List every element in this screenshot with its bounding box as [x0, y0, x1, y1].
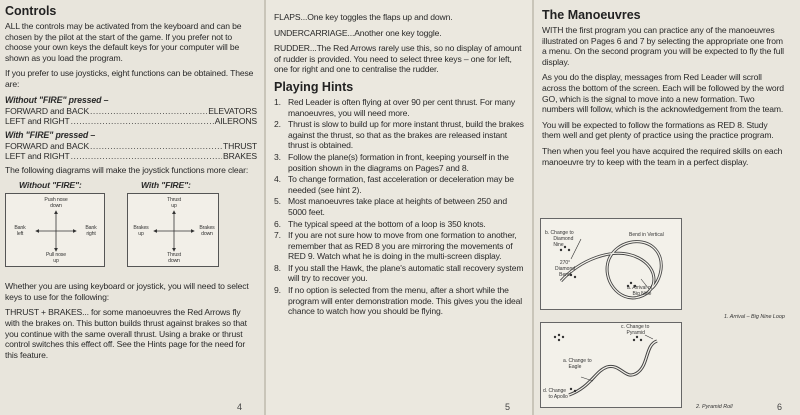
- with-fire-heading: With "FIRE" pressed –: [5, 129, 96, 140]
- fig1-label-bend-vertical: Bend in Vertical: [629, 232, 664, 238]
- manoeuvres-heading: The Manoeuvres: [542, 8, 641, 22]
- manoeuvres-intro: WITH the first program you can practice any of the manoeuvres illustrated on Pages 6 and 7 by selecting the appropriate one from a menu. On the second program you will be expected to fly the full display.: [542, 25, 784, 67]
- hint-item: [274, 263, 524, 284]
- hint-item: [274, 196, 524, 217]
- label-brakes-up: Brakes up: [133, 225, 149, 238]
- with-row-left-right: LEFT and RIGHT ..... BRAKES: [5, 151, 257, 162]
- hint-text: Follow the plane(s) formation in front, keeping yourself in the position shown in the diagrams on Pages7 and 8.: [288, 151, 509, 173]
- figure-big-nine-loop: [540, 218, 682, 310]
- hint-number: 9.: [274, 285, 281, 296]
- hint-text: Red Leader is often flying at over 90 per cent thrust. For many manoeuvres, you will need more.: [288, 96, 516, 118]
- hint-number: 6.: [274, 218, 281, 229]
- hint-text: Most manoeuvres take place at heights of between 250 and 5000 feet.: [288, 196, 508, 217]
- hint-text: If no option is selected from the menu, after a short while the program will enter demonstration mode. This gives you the ideal chance to watch how you should be flying.: [288, 285, 523, 317]
- fig2-label-apollo: d. Change to Apollo: [543, 388, 568, 400]
- without-row-left-right: LEFT and RIGHT ..... AILERONS: [5, 116, 257, 127]
- hint-item: [274, 174, 524, 195]
- page-5: [266, 0, 532, 415]
- hint-number: 2.: [274, 119, 281, 130]
- joystick-intro: If you prefer to use joysticks, eight functions can be obtained. These are:: [5, 68, 254, 89]
- fig1-label-diamond-nine: b. Change to Diamond Nine: [545, 230, 574, 248]
- undercarriage-text: UNDERCARRIAGE...Another one key toggle.: [274, 27, 442, 38]
- keys-intro: Whether you are using keyboard or joystick, you will need to select keys to use for the following:: [5, 281, 249, 302]
- playing-hints-heading: Playing Hints: [274, 79, 354, 94]
- hint-text: If you stall the Hawk, the plane's automatic stall recovery system will try to recover you.: [288, 262, 524, 284]
- hint-number: 3.: [274, 151, 281, 162]
- hint-text: Thrust is slow to build up for more instant thrust, build the brakes against the thrust, so that as the brakes are released instant thrust is obtained.: [288, 119, 524, 151]
- diagram-without-title: Without "FIRE":: [19, 179, 82, 190]
- red-leader-messages: As you do the display, messages from Red Leader will scroll across the bottom of the screen. Each will be followed by the word GO, which is the signal to move into a new formation. Two numbers will follow, which is the acknowledgement from the team.: [542, 72, 784, 115]
- figure-pyramid-roll: [540, 322, 682, 408]
- fig1-label-diamond-bend: 270° Diamond Bend: [555, 260, 576, 278]
- label-pull-nose-up: Pull nose up: [46, 252, 66, 265]
- label-bank-right: Bank right: [85, 225, 97, 238]
- fig2-caption: 2. Pyramid Roll: [696, 404, 733, 410]
- hint-text: To change formation, fast acceleration or deceleration may be needed (see hint 2).: [288, 174, 514, 195]
- hints-list: [274, 97, 524, 317]
- hint-number: 5.: [274, 196, 281, 207]
- label-thrust-down: Thrust down: [167, 252, 181, 265]
- controls-heading: Controls: [5, 4, 57, 18]
- hint-item: [274, 230, 524, 262]
- joystick-box-with: [127, 193, 219, 267]
- label-brakes-down: Brakes down: [199, 225, 215, 238]
- hint-text: The typical speed at the bottom of a loop is 350 knots.: [288, 218, 486, 229]
- follow-formations: You will be expected to follow the formations as RED 8. Study them well and get plenty of practice using the practice program.: [542, 119, 774, 141]
- hint-item: [274, 119, 524, 151]
- page-number-5: 5: [504, 402, 510, 412]
- page-6: [534, 0, 800, 415]
- diagram-intro: The following diagrams will make the joystick functions more clear:: [5, 164, 249, 175]
- hint-number: 8.: [274, 262, 281, 273]
- joystick-diagrams: [5, 180, 257, 268]
- fig2-label-eagle: a. Change to Eagle: [563, 358, 592, 370]
- perfect-display: Then when you feel you have acquired the required skills on each manoeuvre try to keep with the team in a perfect display.: [542, 145, 783, 167]
- diagram-with-fire: [127, 180, 219, 268]
- label-bank-left: Bank left: [14, 225, 26, 238]
- controls-intro: ALL the controls may be activated from the keyboard and can be chosen by the pilot at the start of the game. If you prefer not to choose your own keys the default keys for your computer will be shown as you load the program.: [5, 21, 242, 63]
- hint-number: 4.: [274, 174, 281, 185]
- without-row-forward-back: FORWARD and BACK ..... ELEVATORS: [5, 106, 257, 117]
- fig2-label-pyramid: c. Change to Pyramid: [621, 324, 650, 336]
- fig1-caption: 1. Arrival – Big Nine Loop: [724, 314, 785, 320]
- hint-item: [274, 152, 524, 173]
- page-number-4: 4: [236, 402, 242, 412]
- diagram-without-fire: [5, 180, 105, 268]
- label-thrust-up: Thrust up: [167, 197, 181, 210]
- diagram-with-title: With "FIRE":: [141, 179, 191, 190]
- page-4: [0, 0, 264, 415]
- fig1-label-arrival-big-nine: a. Arrival of Big Nine: [627, 285, 653, 297]
- flaps-text: FLAPS...One key toggles the flaps up and down.: [274, 12, 453, 22]
- rudder-text: RUDDER...The Red Arrows rarely use this, so no display of amount of rudder is provided. You need to select three keys – one for left, one for right and one to centralise the rudder.: [274, 43, 522, 75]
- hint-number: 1.: [274, 96, 281, 107]
- joystick-box-without: [5, 193, 105, 267]
- without-fire-table: [5, 106, 257, 127]
- hint-item: [274, 219, 524, 230]
- hint-number: 7.: [274, 230, 281, 241]
- hint-text: If you are not sure how to move from one formation to another, remember that as RED 8 you are mirroring the movements of RED 9. Watch what he is doing in the multi-screen display.: [288, 230, 517, 262]
- hint-item: [274, 285, 524, 317]
- hint-item: [274, 97, 524, 118]
- thrust-brakes-text: THRUST + BRAKES... for some manoeuvres the Red Arrows fly with the brakes on. This button builds thrust against brakes so that you continue with the same overall thrust. Using a brake or thrust control switches this effect off. See the Hints page for the need for this feature.: [5, 307, 247, 360]
- page-number-6: 6: [776, 402, 782, 412]
- with-row-forward-back: FORWARD and BACK ..... THRUST: [5, 141, 257, 152]
- with-fire-table: [5, 141, 257, 162]
- label-push-nose-down: Push nose down: [44, 197, 68, 210]
- without-fire-heading: Without "FIRE" pressed –: [5, 94, 109, 105]
